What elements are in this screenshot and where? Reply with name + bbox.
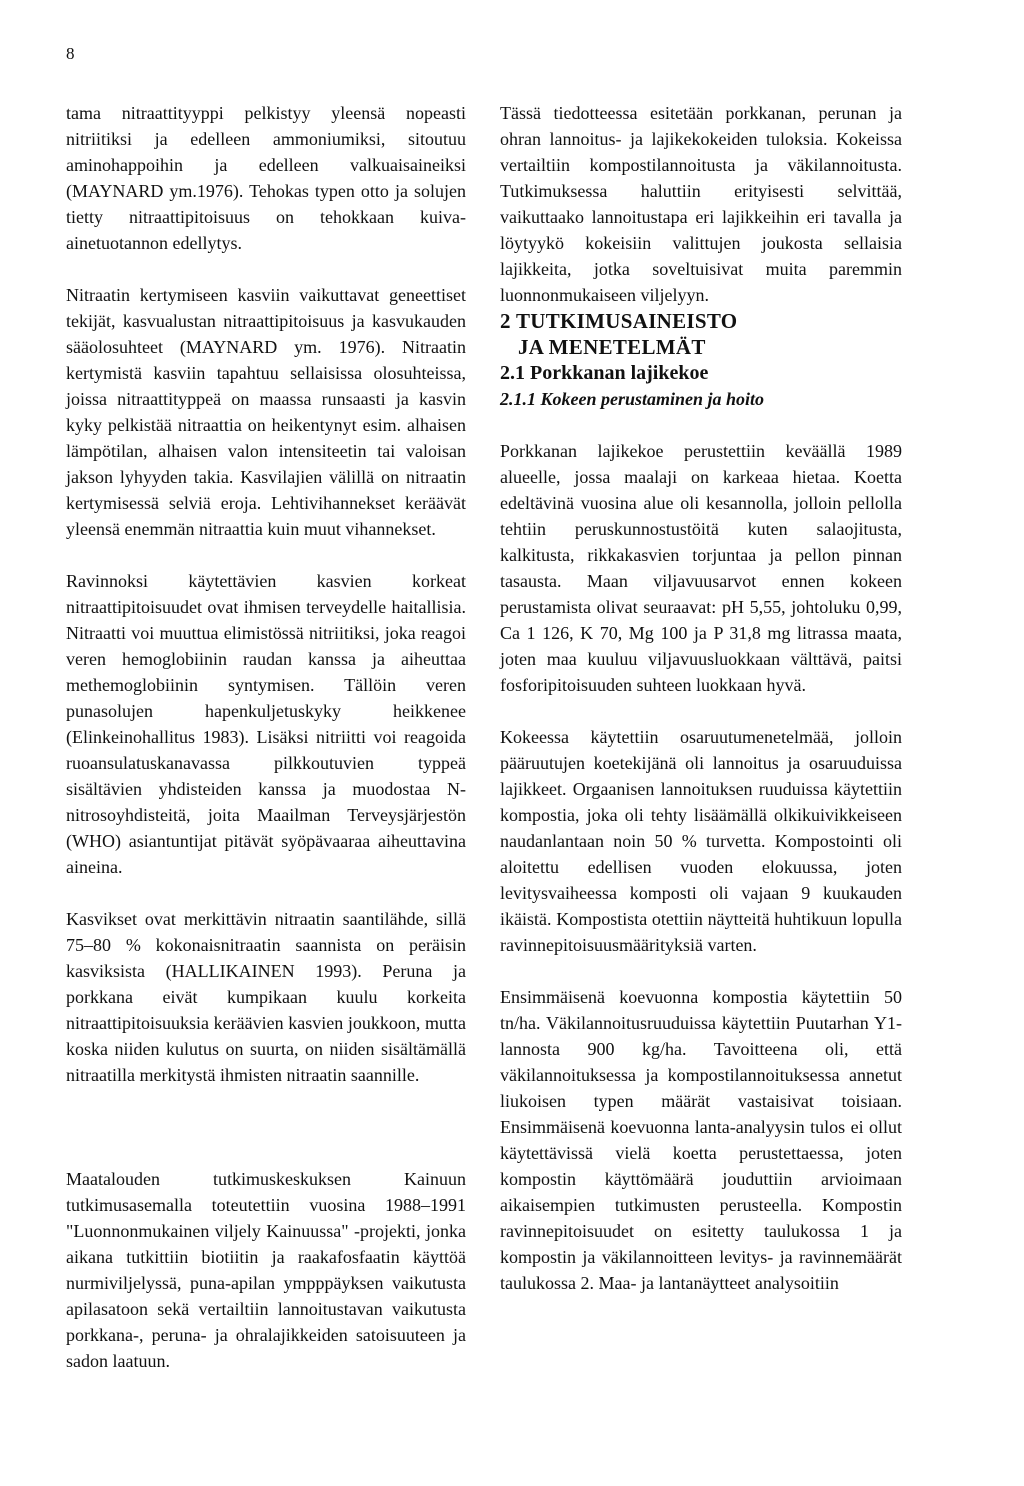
intro-paragraph: Tässä tiedotteessa esitetään porkkanan, perunan ja ohran lannoitus- ja lajikekokeiden tuloksia. Kokeissa vertailtiin kompostilannoitusta ja väkilannoitusta. Tutkimuksessa haluttiin erityisesti selvittää, vaikuttaako lannoitustapa eri lajikkeihin eri tavalla ja löytyykö kokeisiin valittujen joukosta sellaisia lajikkeita, jotka soveltuisivat muita paremmin luonnonmukaiseen viljelyyn. [500, 103, 902, 305]
subsection-heading: 2.1 Porkkanan lajikekoe [500, 362, 709, 384]
right-column [500, 100, 902, 1296]
page-number: 8 [66, 44, 75, 63]
left-column [66, 100, 466, 1374]
body-paragraph: Kokeessa käytettiin osaruutumenetelmää, jolloin pääruutujen koetekijänä oli lannoitus ja osaruuduissa lajikkeet. Orgaanisen lannoituksen ruuduissa käytettiin kompostia, joka oli tehty lisäämällä olkikuivikkeiseen naudanlantaan noin 50 % turvetta. Kompostointi oli aloitettu edellisen vuoden elokuussa, joten levitysvaiheessa komposti oli vajaan 9 kuukauden ikäistä. Kompostista otettiin näytteitä huhtikuun lopulla ravinnepitoisuusmäärityksiä varten. [500, 727, 902, 955]
body-paragraph: Nitraatin kertymiseen kasviin vaikuttavat geneettiset tekijät, kasvualustan nitraattipitoisuus ja kasvukauden sääolosuhteet (MAYNARD ym. 1976). Nitraatin kertymistä kasviin tapahtuu sellaisissa olosuhteissa, joissa nitraattityppeä on maassa runsaasti ja kasvin kyky pelkistää nitraattia on heikentynyt esim. alhaisen lämpötilan, alhaisen valon intensiteetin tai valoisan jakson lyhyyden takia. Kasvilajien välillä on nitraatin kertymisessä selviä eroja. Lehtivihannekset keräävät yleensä enemmän nitraattia kuin muut vihannekset. [66, 285, 466, 539]
section-heading-line1: 2 TUTKIMUSAINEISTO [500, 309, 738, 333]
section-heading-line2: JA MENETELMÄT [518, 335, 706, 359]
body-paragraph: tama nitraattityyppi pelkistyy yleensä nopeasti nitriitiksi ja edelleen ammoniumiksi, sitoutuu aminohappoihin ja edelleen valkuaisaineiksi (MAYNARD ym.1976). Tehokas typen otto ja solujen tietty nitraattipitoisuus on tehokkaan kuiva-ainetuotannon edellytys. [66, 103, 466, 253]
body-paragraph: Maatalouden tutkimuskeskuksen Kainuun tutkimusasemalla toteutettiin vuosina 1988–1991 "Luonnonmukainen viljely Kainuussa" -projekti, jonka aikana tutkittiin biotiitin ja raakafosfaatin käyttöä nurmiviljelyssä, puna-apilan ympppäyksen vaikutusta apilasatoon sekä vertailtiin lannoitustavan vaikutusta porkkana-, peruna- ja ohralajikkeiden satoisuuteen ja sadon laatuun. [66, 1169, 466, 1371]
body-paragraph: Ensimmäisenä koevuonna kompostia käytettiin 50 tn/ha. Väkilannoitusruuduissa käytettiin Puutarhan Y1-lannosta 900 kg/ha. Tavoitteena oli, että väkilannoituksessa ja kompostilannoituksessa annetut liukoisen typen määrät vastaisivat toisiaan. Ensimmäisenä koevuonna lanta-analyysin tulos ei ollut käytettävissä vielä koetta perustettaessa, joten kompostin käyttömäärä jouduttiin arvioimaan aikaisempien tutkimusten perusteella. Kompostin ravinnepitoisuudet on esitetty taulukossa 1 ja kompostin ja väkilannoitteen levitys- ja ravinnemäärät taulukossa 2. Maa- ja lantanäytteet analysoitiin [500, 987, 902, 1293]
body-paragraph: Porkkanan lajikekoe perustettiin keväällä 1989 alueelle, jossa maalaji on karkeaa hietaa. Koetta edeltävinä vuosina alue oli kesannolla, jolloin pellolla tehtiin peruskunnostustöitä kuten salaojitusta, kalkitusta, rikkakasvien torjuntaa ja pellon pinnan tasausta. Maan viljavuusarvot ennen kokeen perustamista olivat seuraavat: pH 5,55, johtoluku 0,99, Ca 1 126, K 70, Mg 100 ja P 31,8 mg litrassa maata, joten maa kuuluu viljavuusluokkaan välttävä, paitsi fosforipitoisuuden suhteen luokkaan hyvä. [500, 441, 902, 695]
subsubsection-heading: 2.1.1 Kokeen perustaminen ja hoito [500, 389, 765, 409]
section-heading [500, 308, 902, 360]
body-paragraph: Kasvikset ovat merkittävin nitraatin saantilähde, sillä 75–80 % kokonaisnitraatin saannista on peräisin kasviksista (HALLIKAINEN 1993). Peruna ja porkkana eivät kumpikaan kuulu korkeita nitraattipitoisuuksia keräävien kasvien joukkoon, mutta koska niiden kulutus on suurta, on niiden sisältämällä nitraatilla merkitystä ihmisten nitraatin saannille. [66, 909, 466, 1085]
body-paragraph: Ravinnoksi käytettävien kasvien korkeat nitraattipitoisuudet ovat ihmisen terveydelle haitallisia. Nitraatti voi muuttua elimistössä nitriitiksi, joka reagoi veren hemoglobiinin raudan kanssa ja aiheuttaa methemoglobiinin syntymisen. Tällöin veren punasolujen hapenkuljetuskyky heikkenee (Elinkeinohallitus 1983). Lisäksi nitriitti voi reagoida ruoansulatuskanavassa pilkkoutuvien typpeä sisältävien yhdisteiden kanssa ja muodostaa N-nitrosoyhdisteitä, joita Maailman Terveysjärjestön (WHO) asiantuntijat pitävät syöpävaaraa aiheuttavina aineina. [66, 571, 466, 877]
